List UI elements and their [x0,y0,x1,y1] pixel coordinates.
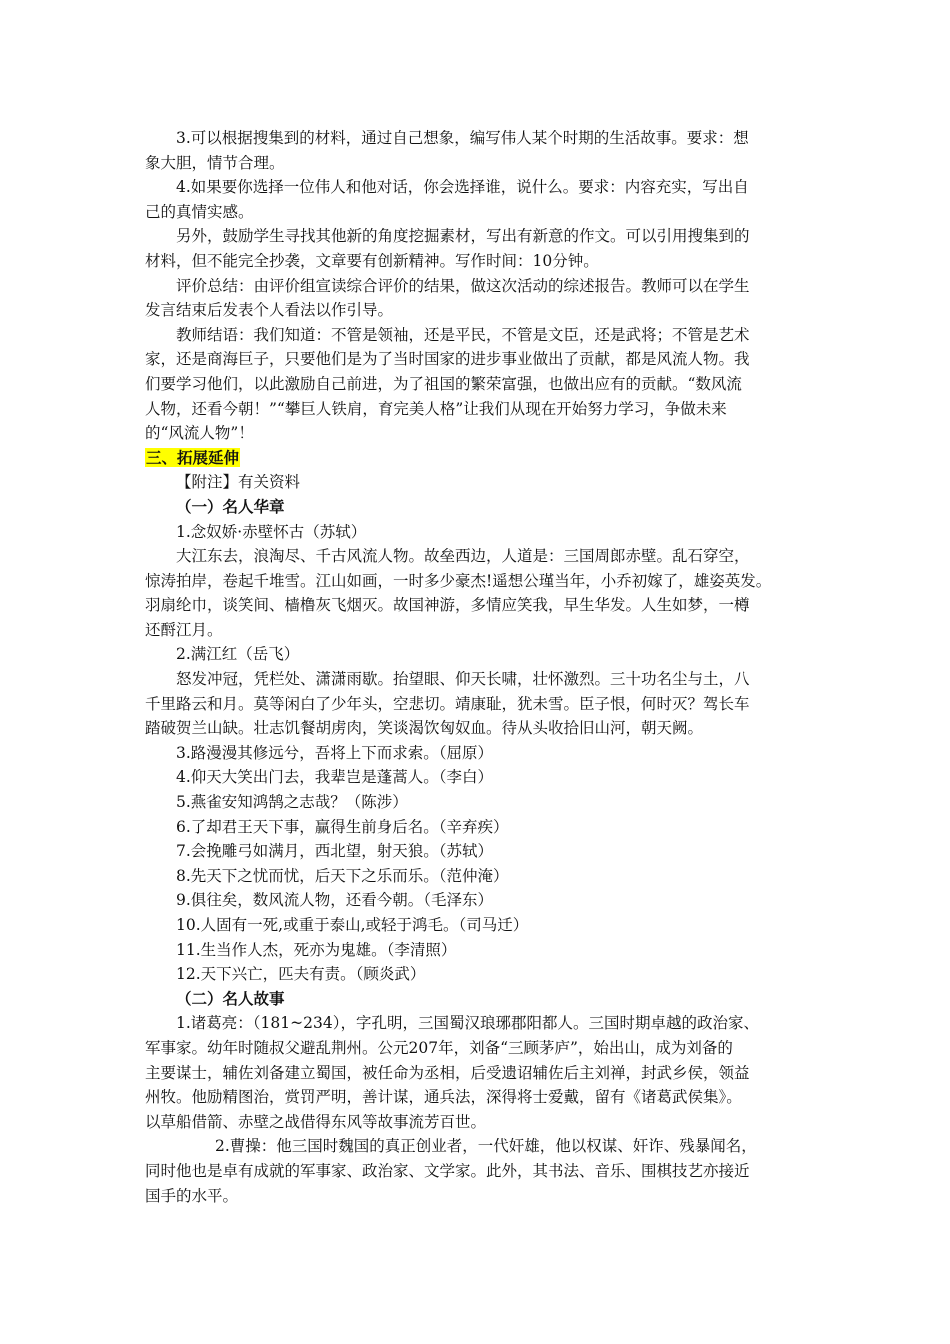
quote-item: 5.燕雀安知鸿鹄之志哉？（陈涉） [176,793,408,812]
poem-line: 踏破贺兰山缺。壮志饥餐胡虏肉，笑谈渴饮匈奴血。待从头收拾旧山河，朝天阙。 [145,719,704,738]
paragraph-line: 教师结语：我们知道：不管是领袖，还是平民，不管是文臣，还是武将；不管是艺术 [176,325,750,344]
story-line: 州牧。他励精图治，赏罚严明，善计谋，通兵法，深得将士爱戴，留有《诸葛武侯集》。 [145,1088,742,1107]
paragraph-line: 3.可以根据搜集到的材料，通过自己想象，编写伟人某个时期的生活故事。要求：想 [176,129,749,147]
poem-line: 惊涛拍岸，卷起千堆雪。江山如画，一时多少豪杰!遥想公瑾当年，小乔初嫁了，雄姿英发。 [145,571,772,590]
story-line: 国手的水平。 [145,1186,239,1205]
quote-item: 3.路漫漫其修远兮，吾将上下而求索。（屈原） [176,743,494,762]
story-line: 2.曹操：他三国时魏国的真正创业者，一代奸雄，他以权谋、奸诈、残暴闻名， [215,1137,757,1156]
poem-line: 千里路云和月。莫等闲白了少年头，空悲切。靖康耻，犹未雪。臣子恨，何时灭？驾长车 [145,694,750,713]
story-line: 主要谋士，辅佐刘备建立蜀国，被任命为丞相，后受遗诏辅佐后主刘禅，封武乡侯，领益 [145,1063,750,1082]
paragraph-line: 象大胆，情节合理。 [145,153,285,172]
quote-item: 11.生当作人杰，死亦为鬼雄。（李清照） [176,940,457,959]
story-line: 同时他也是卓有成就的军事家、政治家、文学家。此外，其书法、音乐、围棋技艺亦接近 [145,1161,750,1180]
quote-item: 4.仰天大笑出门去，我辈岂是蓬蒿人。（李白） [176,768,494,787]
appendix-label: 【附注】有关资料 [176,473,301,492]
paragraph-line: 人物，还看今朝！”“攀巨人铁肩，育完美人格”让我们从现在开始努力学习，争做未来 [145,399,727,418]
poem-line: 怒发冲冠，凭栏处、潇潇雨歇。抬望眼、仰天长啸，壮怀激烈。三十功名尘与土，八 [176,670,750,689]
paragraph-line: 4.如果要你选择一位伟人和他对话，你会选择谁，说什么。要求：内容充实，写出自 [176,178,749,197]
paragraph-line: 的“风流人物”！ [145,424,254,443]
poem-line: 大江东去，浪淘尽、千古风流人物。故垒西边，人道是：三国周郎赤壁。乱石穿空， [176,547,750,566]
section-heading: 三、拓展延伸 [146,447,240,467]
paragraph-line: 发言结束后发表个人看法以作引导。 [145,301,394,320]
poem-line: 还酹江月。 [145,620,223,639]
paragraph-line: 己的真情实感。 [145,202,254,221]
quote-item: 12.天下兴亡，匹夫有责。（顾炎武） [176,965,426,984]
quote-item: 7.会挽雕弓如满月，西北望，射天狼。（苏轼） [176,842,494,861]
quote-item: 6.了却君王天下事，赢得生前身后名。（辛弃疾） [176,817,509,836]
quote-item: 9.俱往矣，数风流人物，还看今朝。（毛泽东） [176,891,494,910]
poem-line: 羽扇纶巾，谈笑间、樯橹灰飞烟灭。故国神游，多情应笑我，早生华发。人生如梦，一樽 [145,596,750,615]
quote-item: 10.人固有一死,或重于泰山,或轻于鸿毛。（司马迁） [176,916,529,934]
poem-title: 1.念奴娇·赤壁怀古（苏轼） [176,522,367,541]
section-heading-row [145,446,805,471]
paragraph-line: 评价总结：由评价组宣读综合评价的结果，做这次活动的综述报告。教师可以在学生 [176,276,750,295]
paragraph-line: 们要学习他们，以此激励自己前进，为了祖国的繁荣富强，也做出应有的贡献。“数风流 [145,374,742,393]
paragraph-line: 另外，鼓励学生寻找其他新的角度挖掘素材，写出有新意的作文。可以引用搜集到的 [176,227,750,246]
document-page [145,126,805,1208]
paragraph-line: 家，还是商海巨子，只要他们是为了当时国家的进步事业做出了贡献，都是风流人物。我 [145,350,750,369]
paragraph-line: 材料，但不能完全抄袭，文章要有创新精神。写作时间：10分钟。 [145,251,599,270]
subsection-heading: （一）名人华章 [176,496,285,516]
story-line: 1.诸葛亮：（181~234），字孔明，三国蜀汉琅琊郡阳都人。三国时期卓越的政治家、 [176,1014,759,1033]
subsection-heading: （二）名人故事 [176,988,285,1008]
quote-item: 8.先天下之忧而忧，后天下之乐而乐。（范仲淹） [176,866,509,885]
story-line: 以草船借箭、赤壁之战借得东风等故事流芳百世。 [145,1112,487,1131]
story-line: 军事家。幼年时随叔父避乱荆州。公元207年，刘备“三顾茅庐”，始出山，成为刘备的 [145,1038,733,1057]
poem-title: 2.满江红（岳飞） [176,645,300,664]
